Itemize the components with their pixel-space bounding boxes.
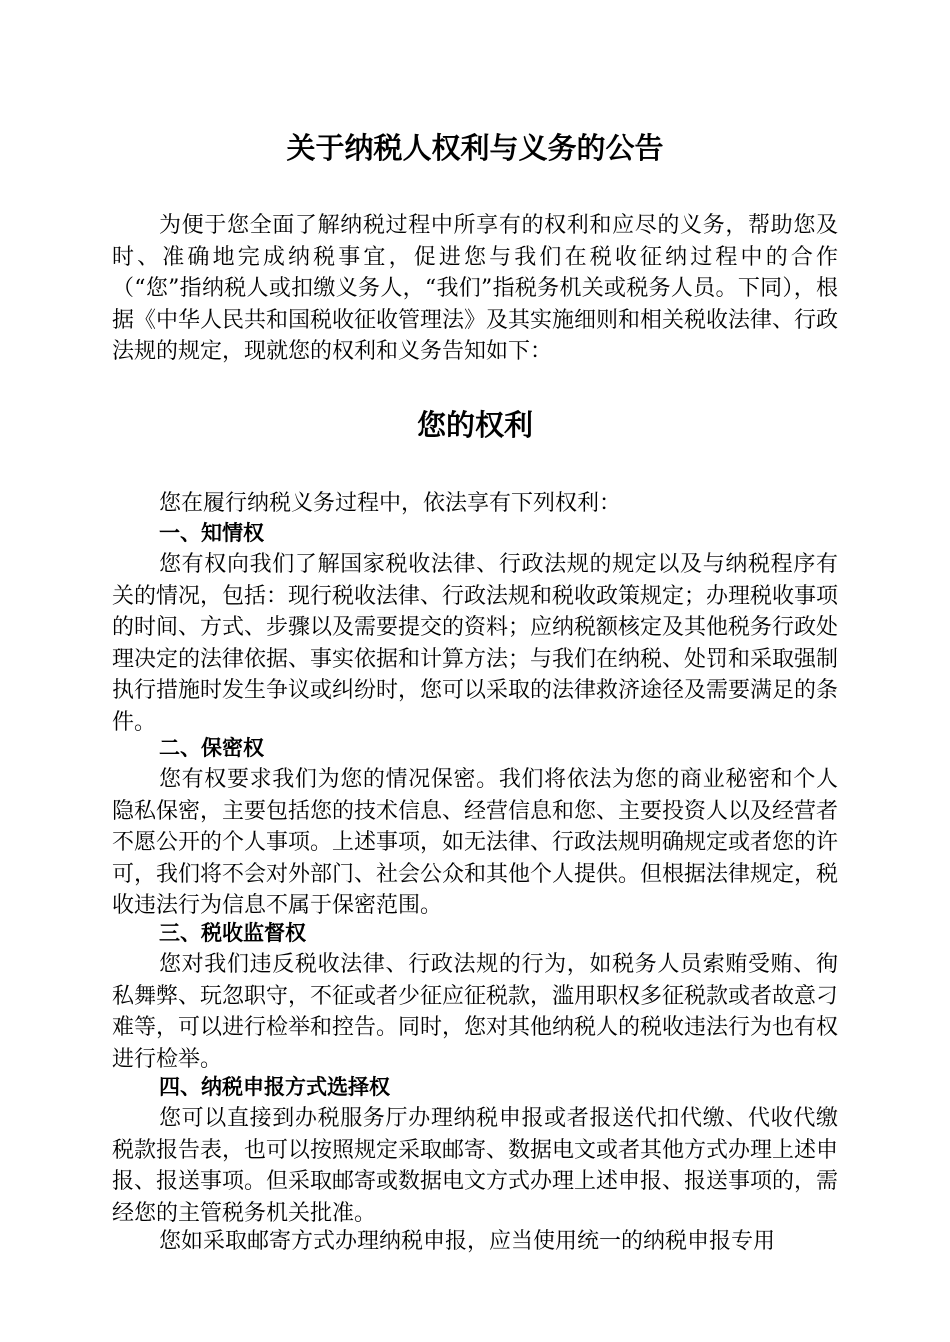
right-body-4: 您可以直接到办税服务厅办理纳税申报或者报送代扣代缴、代收代缴税款报告表，也可以按照规定采取邮寄、数据电文或者其他方式办理上述申报、报送事项。但采取邮寄或数据电文方式办理上述申报、报送事项的，需经您的主管税务机关批准。 [112, 1106, 839, 1226]
right-body-4-extra: 您如采取邮寄方式办理纳税申报，应当使用统一的纳税申报专用 [159, 1229, 776, 1254]
right-heading-2: 二、保密权 [159, 736, 264, 760]
section-intro: 您在履行纳税义务过程中，依法享有下列权利： [159, 491, 622, 516]
right-body-1: 您有权向我们了解国家税收法律、行政法规的规定以及与纳税程序有关的情况，包括：现行税收法律、行政法规和税收政策规定；办理税收事项的时间、方式、步骤以及需要提交的资料；应纳税额核定及其他税务行政处理决定的法律依据、事实依据和计算方法；与我们在纳税、处罚和采取强制执行措施时发生争议或纠纷时，您可以采取的法律救济途径及需要满足的条件。 [112, 552, 839, 735]
intro-paragraph: 为便于您全面了解纳税过程中所享有的权利和应尽的义务，帮助您及时、准确地完成纳税事宜，促进您与我们在税收征纳过程中的合作（“您”指纳税人或扣缴义务人，“我们”指税务机关或税务人员。下同），根据《中华人民共和国税收征收管理法》及其实施细则和相关税收法律、行政法规的规定，现就您的权利和义务告知如下： [112, 213, 839, 364]
right-heading-3: 三、税收监督权 [159, 921, 306, 945]
right-body-2: 您有权要求我们为您的情况保密。我们将依法为您的商业秘密和个人隐私保密，主要包括您的技术信息、经营信息和您、主要投资人以及经营者不愿公开的个人事项。上述事项，如无法律、行政法规明确规定或者您的许可，我们将不会对外部门、社会公众和其他个人提供。但根据法律规定，税收违法行为信息不属于保密范围。 [112, 767, 839, 918]
section-title-rights: 您的权利 [416, 408, 533, 442]
right-body-3: 您对我们违反税收法律、行政法规的行为，如税务人员索贿受贿、徇私舞弊、玩忽职守，不征或者少征应征税款，滥用职权多征税款或者故意刁难等，可以进行检举和控告。同时，您对其他纳税人的税收违法行为也有权进行检举。 [112, 952, 839, 1072]
right-heading-1: 一、知情权 [159, 521, 264, 545]
document-title: 关于纳税人权利与义务的公告 [286, 131, 664, 165]
right-heading-4: 四、纳税申报方式选择权 [159, 1075, 390, 1099]
